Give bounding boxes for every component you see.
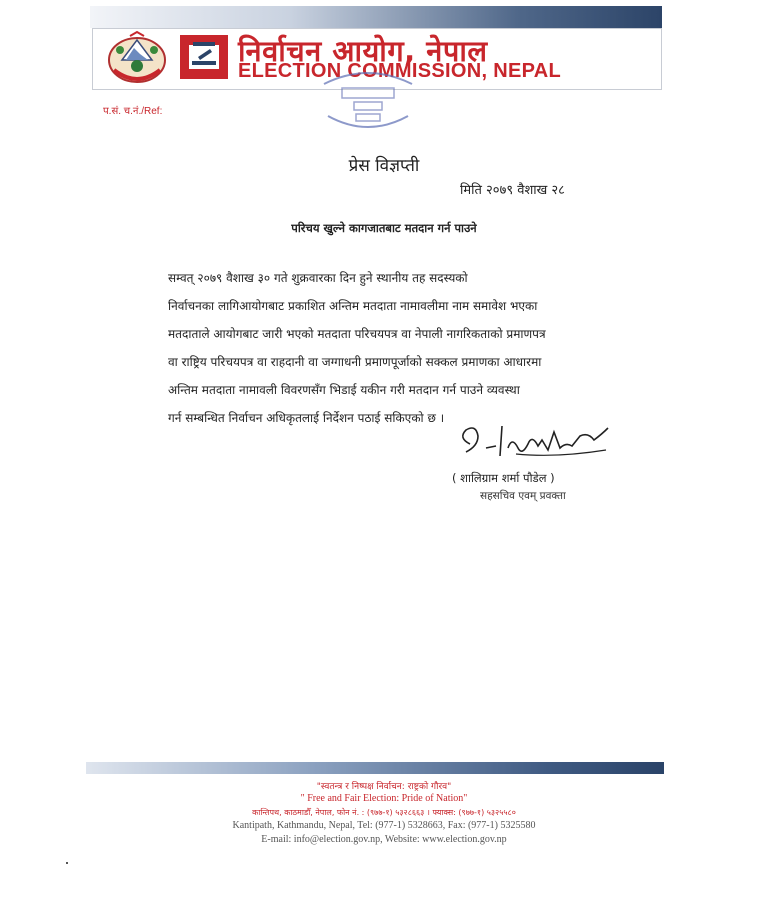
paragraph-line: मतदाताले आयोगबाट जारी भएको मतदाता परिचयपत्र वा नेपाली नागरिकताको प्रमाणपत्र (168, 327, 546, 341)
handwritten-signature-icon (456, 418, 616, 468)
footer-contact: E-mail: info@election.gov.np, Website: www.election.gov.np (261, 834, 507, 845)
paragraph-line: वा राष्ट्रिय परिचयपत्र वा राहदानी वा जग्गाधनी प्रमाणपूर्जाको सक्कल प्रमाणका आधारमा (168, 355, 542, 369)
paragraph-line: अन्तिम मतदाता नामावली विवरणसँग भिडाई यकीन गरी मतदान गर्न पाउने व्यवस्था (168, 383, 520, 397)
release-body-paragraph (168, 264, 598, 432)
paragraph-line: सम्वत् २०७९ वैशाख ३० गते शुक्रवारका दिन हुने स्थानीय तह सदस्यको (168, 271, 468, 285)
footer-motto-nepali: "स्वतन्त्र र निष्पक्ष निर्वाचन: राष्ट्रको गौरव" (316, 782, 452, 792)
signer-designation: सहसचिव एवम् प्रवक्ता (480, 490, 566, 502)
release-date: मिति २०७९ वैशाख २८ (460, 183, 565, 198)
header-gradient-bar (90, 6, 662, 28)
commission-name-nepali: निर्वाचन आयोग, नेपाल (238, 34, 488, 68)
scan-speck (66, 862, 68, 864)
signer-name: ( शालिग्राम शर्मा पौडेल ) (452, 471, 555, 485)
footer-gradient-bar (86, 762, 664, 774)
reference-label: प.सं. च.नं./Ref: (103, 106, 163, 117)
election-commission-logo-icon (180, 35, 228, 79)
footer-motto-english: " Free and Fair Election: Pride of Nation" (300, 793, 468, 804)
official-seal-stamp-icon (318, 66, 418, 136)
footer-address-english: Kantipath, Kathmandu, Nepal, Tel: (977-1) 5328663, Fax: (977-1) 5325580 (232, 820, 536, 831)
release-subject: परिचय खुल्ने कागजातबाट मतदान गर्न पाउने (291, 221, 477, 235)
nepal-emblem-icon (104, 30, 170, 86)
paragraph-line: निर्वाचनका लागिआयोगबाट प्रकाशित अन्तिम मतदाता नामावलीमा नाम समावेश भएका (168, 299, 538, 313)
press-release-title: प्रेस विज्ञप्ती (348, 156, 420, 176)
footer-address-nepali: कान्तिपथ, काठमाडौँ, नेपाल, फोन नं. : (९७७-१) ५३२८६६३ । फ्याक्स: (९७७-१) ५३२५५८० (252, 808, 516, 817)
paragraph-line: गर्न सम्बन्धित निर्वाचन अधिकृतलाई निर्देशन पठाई सकिएको छ । (168, 411, 445, 425)
commission-name-english: ELECTION COMMISSION, NEPAL (238, 60, 561, 82)
